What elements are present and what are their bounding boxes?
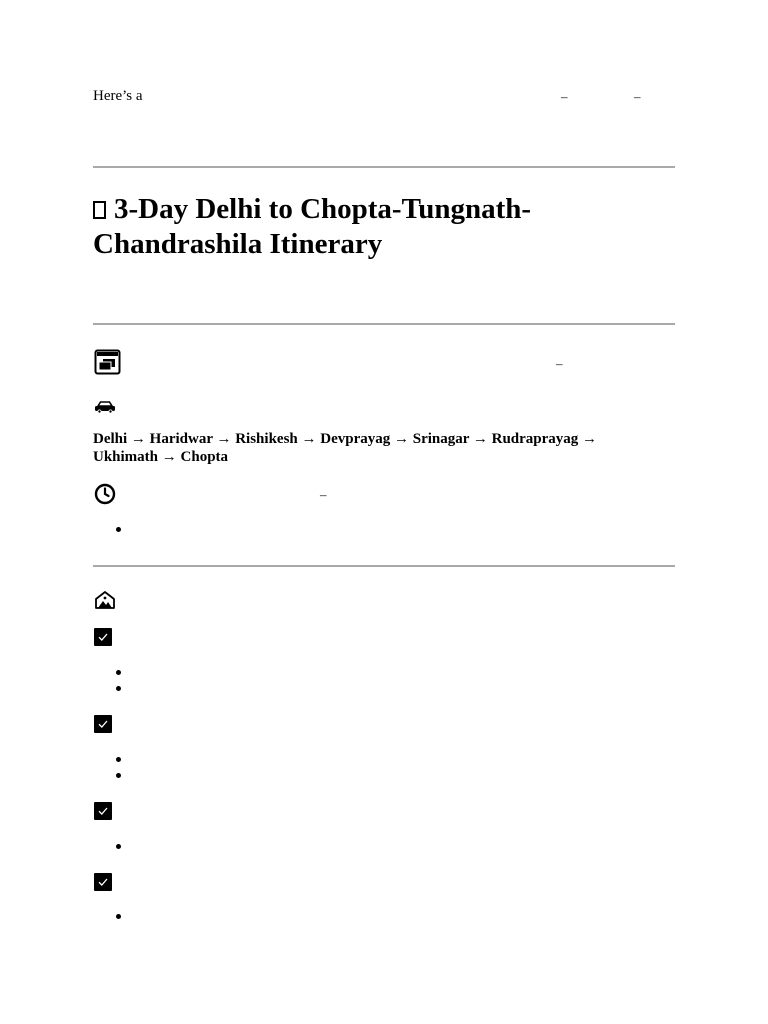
list-bullet [116,527,121,532]
page-title [93,192,653,262]
intro-dash-1: – [561,89,568,104]
checkbox-icon [94,873,112,891]
list-bullet [116,757,121,762]
clock-icon [94,483,116,510]
list-bullet [116,773,121,778]
route-text: Delhi → Haridwar → Rishikesh → Devprayag → Srinagar → Rudraprayag → Ukhimath → Chopta [93,431,598,465]
day1-header-dash: – [556,356,563,371]
car-icon [94,400,116,419]
list-bullet [116,844,121,849]
checkbox-icon [94,715,112,733]
intro-text: Here’s a [93,88,143,104]
page-title-text: 3-Day Delhi to Chopta-Tungnath-Chandrashila Itinerary [93,193,532,260]
list-bullet [116,670,121,675]
divider-1 [93,166,675,168]
list-bullet [116,914,121,919]
intro-dash-2: – [634,89,641,104]
square-box-icon [93,201,106,219]
checkbox-icon [94,628,112,646]
time-dash: – [320,487,327,502]
divider-2 [93,323,675,325]
divider-3 [93,565,675,567]
checkbox-icon [94,802,112,820]
calendar-icon [94,349,122,380]
house-icon [94,590,116,615]
list-bullet [116,686,121,691]
